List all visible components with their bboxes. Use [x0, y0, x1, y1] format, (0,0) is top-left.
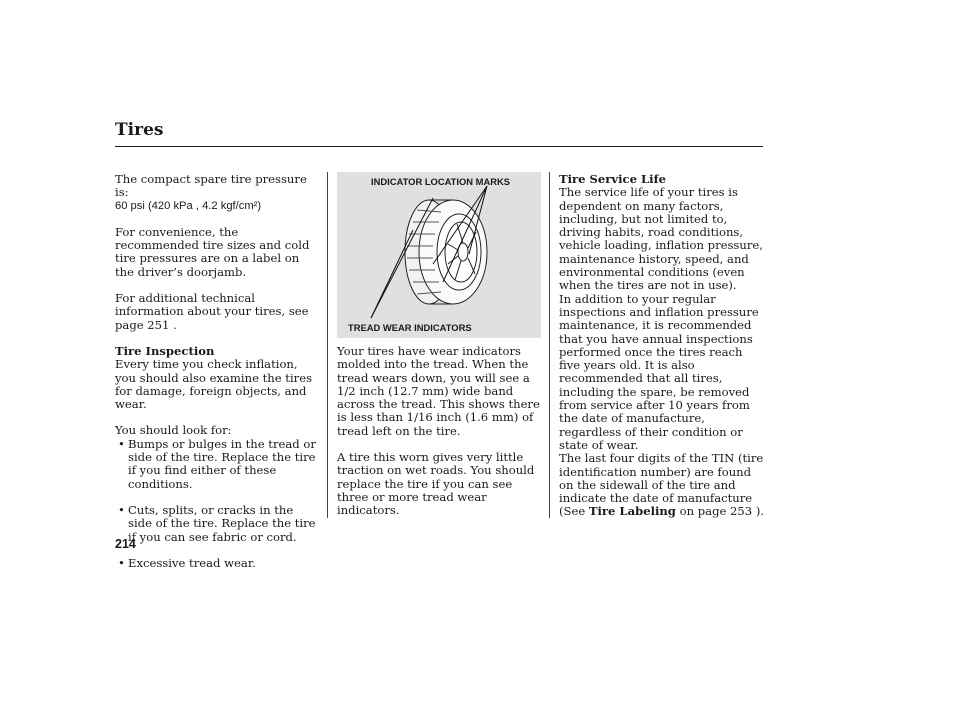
wear-indicator-paragraph: Your tires have wear indicators molded into the tread. When the tread wears down, you will see a 1/2 inch (12.7 mm) wide band across the tread. This shows there is less than 1/16 inch (1.6 mm) of tread left on the tire. [337, 344, 540, 438]
title-divider [115, 146, 763, 147]
tin-text: The last four digits of the TIN (tire identification number) are found on the sidewall of the tire and indicate the date of manufacture (See [559, 451, 764, 519]
replace-tire-paragraph: A tire this worn gives very little traction on wet roads. You should replace the tire if you can see three or more tread wear indicators. [337, 450, 535, 518]
indicator-location-label: INDICATOR LOCATION MARKS [371, 176, 511, 187]
tin-text-end: on page 253 ). [675, 504, 765, 519]
list-item: • Bumps or bulges in the tread or side of the tire. Replace the tire if you find either of these conditions. [115, 438, 320, 491]
additional-info-paragraph: For additional technical information about your tires, see page 251 . [115, 291, 309, 332]
column-middle [337, 345, 543, 518]
tread-wear-indicators-label: TREAD WEAR INDICATORS [348, 322, 472, 333]
tire-labeling-link[interactable]: Tire Labeling [588, 504, 676, 519]
column-left [115, 173, 320, 570]
page-title: Tires [115, 120, 164, 140]
page-number: 214 [115, 537, 136, 551]
tire-drawing [337, 172, 541, 338]
column-divider [327, 172, 328, 518]
spare-pressure-intro: The compact spare tire pressure is: [115, 172, 307, 200]
list-item: • Excessive tread wear. [115, 557, 320, 570]
column-divider [549, 172, 550, 518]
inspection-bullet-list [115, 438, 320, 570]
look-for-label: You should look for: [115, 423, 232, 438]
service-life-paragraph: The service life of your tires is dependent on many factors, including, but not limited to, driving habits, road conditions, vehicle loading, inflation pressure, maintenance history, speed, and environmental conditions (even when the tires are not in use). [559, 185, 763, 293]
service-life-heading: Tire Service Life [559, 172, 666, 186]
column-right [559, 173, 765, 519]
tire-icon [405, 200, 487, 304]
inspection-paragraph: Every time you check inflation, you should also examine the tires for damage, foreign objects, and wear. [115, 357, 313, 412]
list-item: • Cuts, splits, or cracks in the side of the tire. Replace the tire if you can see fabric or cord. [115, 504, 320, 544]
tin-paragraph [559, 452, 765, 518]
spare-pressure-value: 60 psi (420 kPa , 4.2 kgf/cm²) [115, 199, 262, 212]
annual-inspection-paragraph: In addition to your regular inspections and inflation pressure maintenance, it is recommended that you have annual inspections performed once the tires reach five years old. It is also recommended that all tires, including the spare, be removed from service after 10 years from the date of manufacture, regardless of their condition or state of wear. [559, 291, 759, 452]
convenience-paragraph: For convenience, the recommended tire sizes and cold tire pressures are on a label on the driver’s doorjamb. [115, 224, 310, 279]
inspection-heading: Tire Inspection [115, 343, 215, 358]
tire-illustration [337, 172, 541, 338]
